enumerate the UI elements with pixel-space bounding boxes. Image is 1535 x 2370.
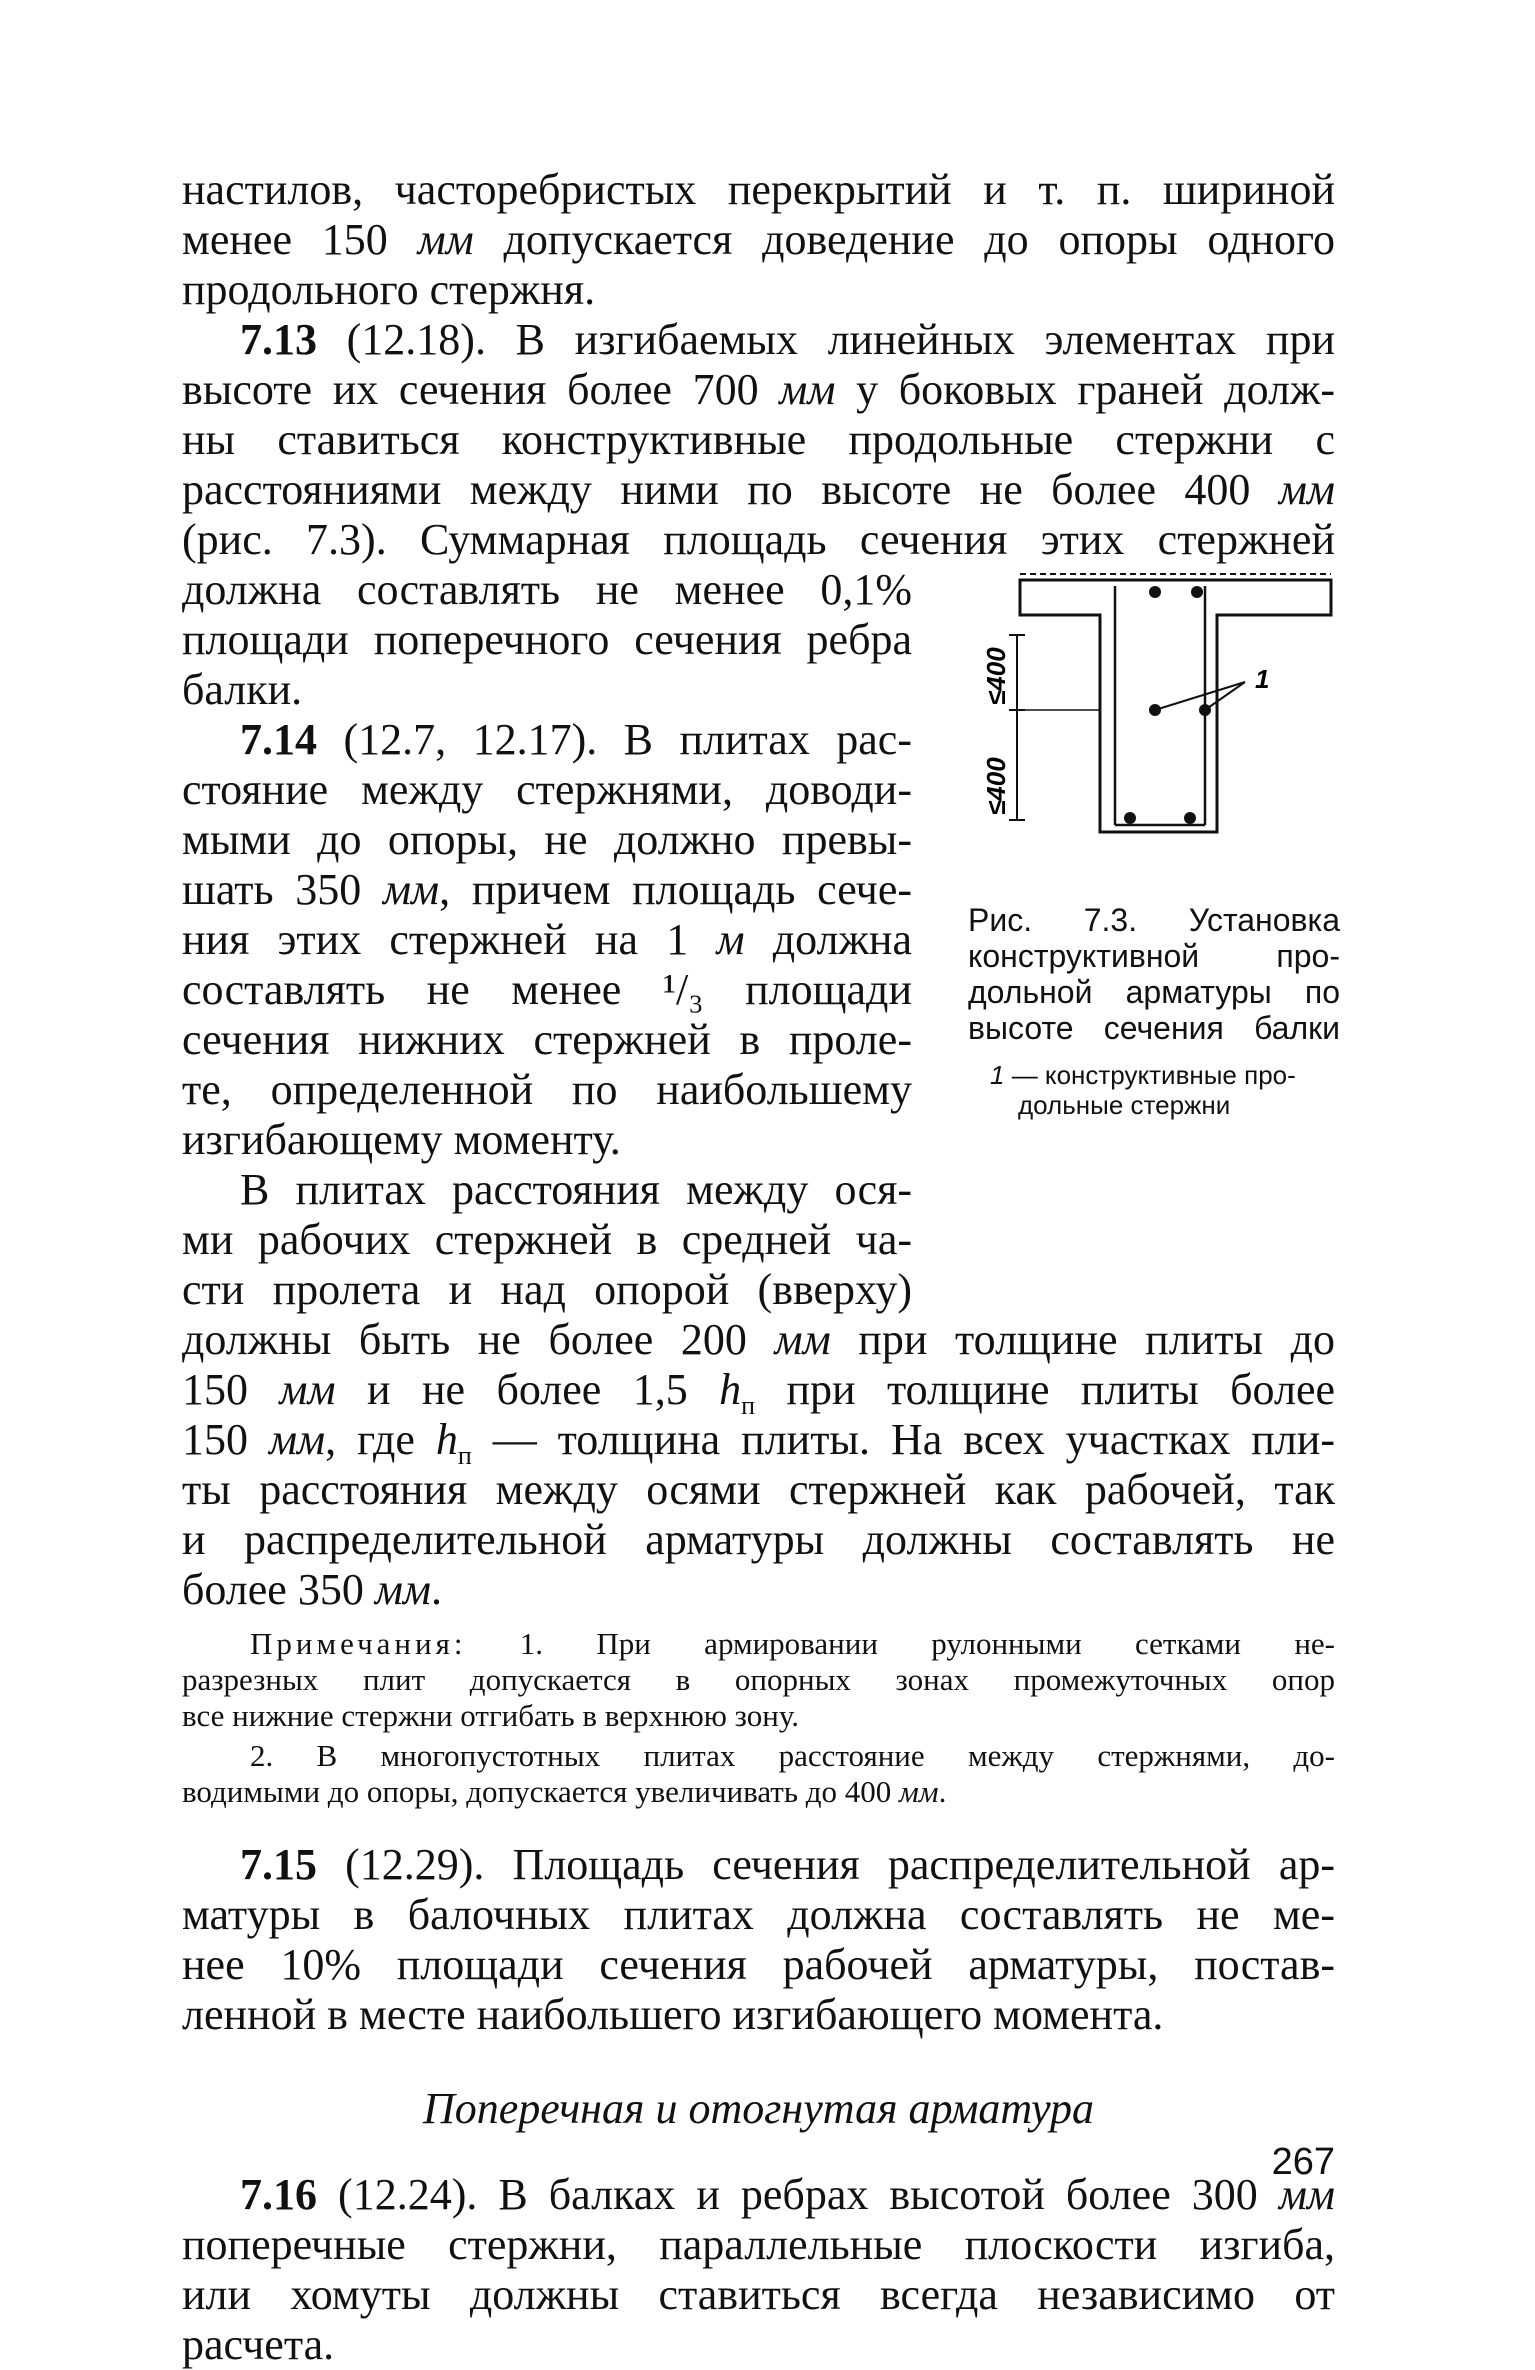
- text-line: 7.14 (12.7, 12.17). В плитах рас-: [240, 715, 912, 764]
- page-number: 267: [1271, 2141, 1335, 2183]
- text-line: (рис. 7.3). Суммарная площадь сечения этих стержней: [182, 515, 1335, 564]
- text-line: площади поперечного сечения ребра: [182, 615, 912, 664]
- rebar-dot: [1149, 586, 1161, 598]
- text-line: поперечные стержни, параллельные плоскости изгиба,: [182, 2220, 1335, 2269]
- rebar-dot: [1124, 812, 1136, 824]
- text-line: 150 мм, где $h_п$ — толщина плиты. На всех участках пли-: [182, 1415, 1336, 1470]
- figure-caption-line: конструктивной про-: [968, 938, 1340, 974]
- text-line: изгибающему моменту.: [182, 1115, 621, 1164]
- dimension-label-top: ≤400: [981, 647, 1011, 705]
- rebar-dot: [1199, 704, 1211, 716]
- callout-number: 1: [1255, 664, 1270, 694]
- note-line: водимыми до опоры, допускается увеличивать до 400 мм.: [182, 1774, 947, 1809]
- text-line: 7.13 (12.18). В изгибаемых линейных элементах при: [240, 315, 1335, 364]
- text-line: стояние между стержнями, доводи-: [182, 765, 912, 814]
- text-line: расчета.: [182, 2320, 335, 2369]
- text-line: нее 10% площади сечения рабочей арматуры, постав-: [182, 1940, 1335, 1989]
- note-line: Примечания: 1. При армировании рулонными сетками не-: [250, 1626, 1335, 1661]
- note-line: разрезных плит допускается в опорных зонах промежуточных опор: [182, 1662, 1335, 1697]
- text-line: сти пролета и над опорой (вверху): [182, 1265, 912, 1314]
- callout-line: [1205, 682, 1245, 710]
- text-line: 7.15 (12.29). Площадь сечения распределительной ар-: [240, 1840, 1335, 1889]
- figure-caption-line: дольной арматуры по: [968, 974, 1340, 1010]
- text-line: мыми до опоры, не должно превы-: [182, 815, 912, 864]
- text-line: составлять не менее ¹/₃ площади: [182, 965, 912, 1014]
- dimension-label-bottom: ≤400: [981, 757, 1011, 815]
- note-line: все нижние стержни отгибать в верхнюю зону.: [182, 1698, 799, 1733]
- text-line: или хомуты должны ставиться всегда независимо от: [182, 2270, 1335, 2319]
- figure-legend-line: 1 — конструктивные про-: [990, 1060, 1296, 1090]
- text-line: настилов, часторебристых перекрытий и т. п. шириной: [182, 165, 1335, 214]
- text-line: и распределительной арматуры должны составлять не: [182, 1515, 1335, 1564]
- text-line: должна составлять не менее 0,1%: [182, 565, 912, 614]
- text-line: расстояниями между ними по высоте не более 400 мм: [182, 465, 1335, 514]
- clause-number: 7.16: [240, 2170, 317, 2219]
- text-line: более 350 мм.: [182, 1565, 442, 1614]
- clause-number: 7.13: [240, 315, 317, 364]
- text-line: сечения нижних стержней в проле-: [182, 1015, 912, 1064]
- text-line: В плитах расстояния между ося-: [240, 1165, 912, 1214]
- rebar-dot: [1149, 704, 1161, 716]
- rebar-dot: [1184, 812, 1196, 824]
- text-line: продольного стержня.: [182, 265, 596, 314]
- figure-caption-line: высоте сечения балки: [968, 1010, 1340, 1046]
- text-line: менее 150 мм допускается доведение до опоры одного: [182, 215, 1335, 264]
- text-line: должны быть не более 200 мм при толщине плиты до: [182, 1315, 1335, 1364]
- text-line: ленной в месте наибольшего изгибающего момента.: [182, 1990, 1164, 2039]
- section-heading: Поперечная и отогнутая арматура: [422, 2084, 1095, 2133]
- text-line: балки.: [182, 665, 303, 714]
- rebar-dot: [1191, 586, 1203, 598]
- text-line: ны ставиться конструктивные продольные стержни с: [182, 415, 1335, 464]
- beam-outline: [1020, 580, 1331, 832]
- text-line: ми рабочих стержней в средней ча-: [182, 1215, 912, 1264]
- text-line: 7.16 (12.24). В балках и ребрах высотой более 300 мм: [240, 2170, 1335, 2219]
- callout-line: [1155, 682, 1245, 710]
- text-line: матуры в балочных плитах должна составлять не ме-: [182, 1890, 1335, 1939]
- text-line: шать 350 мм, причем площадь сече-: [182, 865, 912, 914]
- t-beam-figure: [965, 570, 1345, 870]
- text-line: те, определенной по наибольшему: [182, 1065, 912, 1114]
- figure-legend-line: дольные стержни: [1018, 1090, 1231, 1120]
- note-line: 2. В многопустотных плитах расстояние между стержнями, до-: [250, 1738, 1335, 1773]
- clause-number: 7.15: [240, 1840, 317, 1889]
- text-line: высоте их сечения более 700 мм у боковых граней долж-: [182, 365, 1336, 414]
- text-line: 150 мм и не более 1,5 $h_п$ при толщине плиты более: [182, 1365, 1335, 1420]
- text-line: ния этих стержней на 1 м должна: [182, 915, 912, 964]
- clause-number: 7.14: [240, 715, 317, 764]
- figure-caption-line: Рис. 7.3. Установка: [968, 902, 1340, 938]
- text-line: ты расстояния между осями стержней как рабочей, так: [182, 1465, 1335, 1514]
